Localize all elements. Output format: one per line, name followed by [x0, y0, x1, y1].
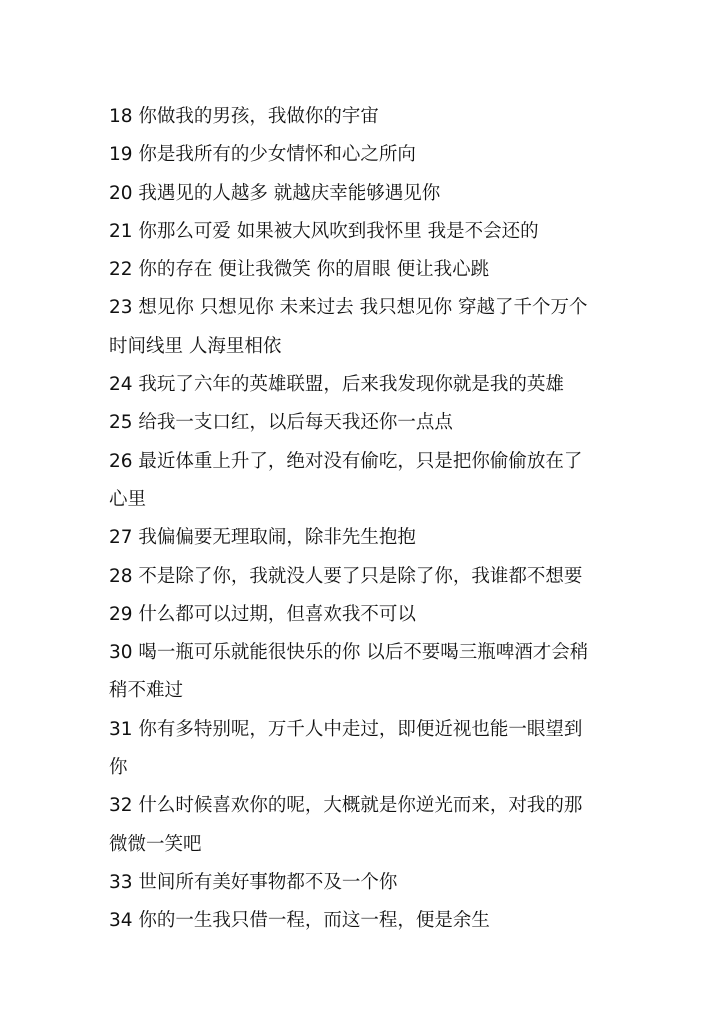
text-line: 21 你那么可爱 如果被大风吹到我怀里 我是不会还的	[109, 220, 539, 242]
text-line: 34 你的一生我只借一程，而这一程，便是余生	[109, 910, 490, 932]
text-line: 23 想见你 只想见你 未来过去 我只想见你 穿越了千个万个	[109, 297, 588, 319]
text-line: 19 你是我所有的少女情怀和心之所向	[109, 144, 416, 166]
text-line: 33 世间所有美好事物都不及一个你	[109, 871, 398, 893]
text-line: 29 什么都可以过期，但喜欢我不可以	[109, 603, 416, 625]
text-line: 18 你做我的男孩，我做你的宇宙	[109, 106, 379, 127]
text-line: 26 最近体重上升了，绝对没有偷吃，只是把你偷偷放在了	[109, 450, 583, 472]
text-line: 27 我偏偏要无理取闹，除非先生抱抱	[109, 527, 416, 549]
text-block	[109, 98, 624, 941]
text-line: 你	[109, 757, 128, 779]
text-line: 微微一笑吧	[109, 833, 202, 855]
text-line: 28 不是除了你，我就没人要了只是除了你，我谁都不想要	[109, 565, 583, 587]
text-line: 心里	[109, 488, 147, 510]
text-line: 20 我遇见的人越多 就越庆幸能够遇见你	[109, 182, 441, 204]
text-line: 31 你有多特别呢，万千人中走过，即便近视也能一眼望到	[109, 718, 583, 740]
text-line: 时间线里 人海里相依	[109, 335, 282, 357]
text-line: 22 你的存在 便让我微笑 你的眉眼 便让我心跳	[109, 259, 490, 281]
text-line: 30 喝一瓶可乐就能很快乐的你 以后不要喝三瓶啤酒才会稍	[109, 642, 589, 664]
text-line: 25 给我一支口红，以后每天我还你一点点	[109, 412, 453, 434]
text-line: 24 我玩了六年的英雄联盟，后来我发现你就是我的英雄	[109, 374, 564, 396]
text-line: 32 什么时候喜欢你的呢，大概就是你逆光而来，对我的那	[109, 795, 583, 817]
text-line: 稍不难过	[109, 680, 184, 702]
